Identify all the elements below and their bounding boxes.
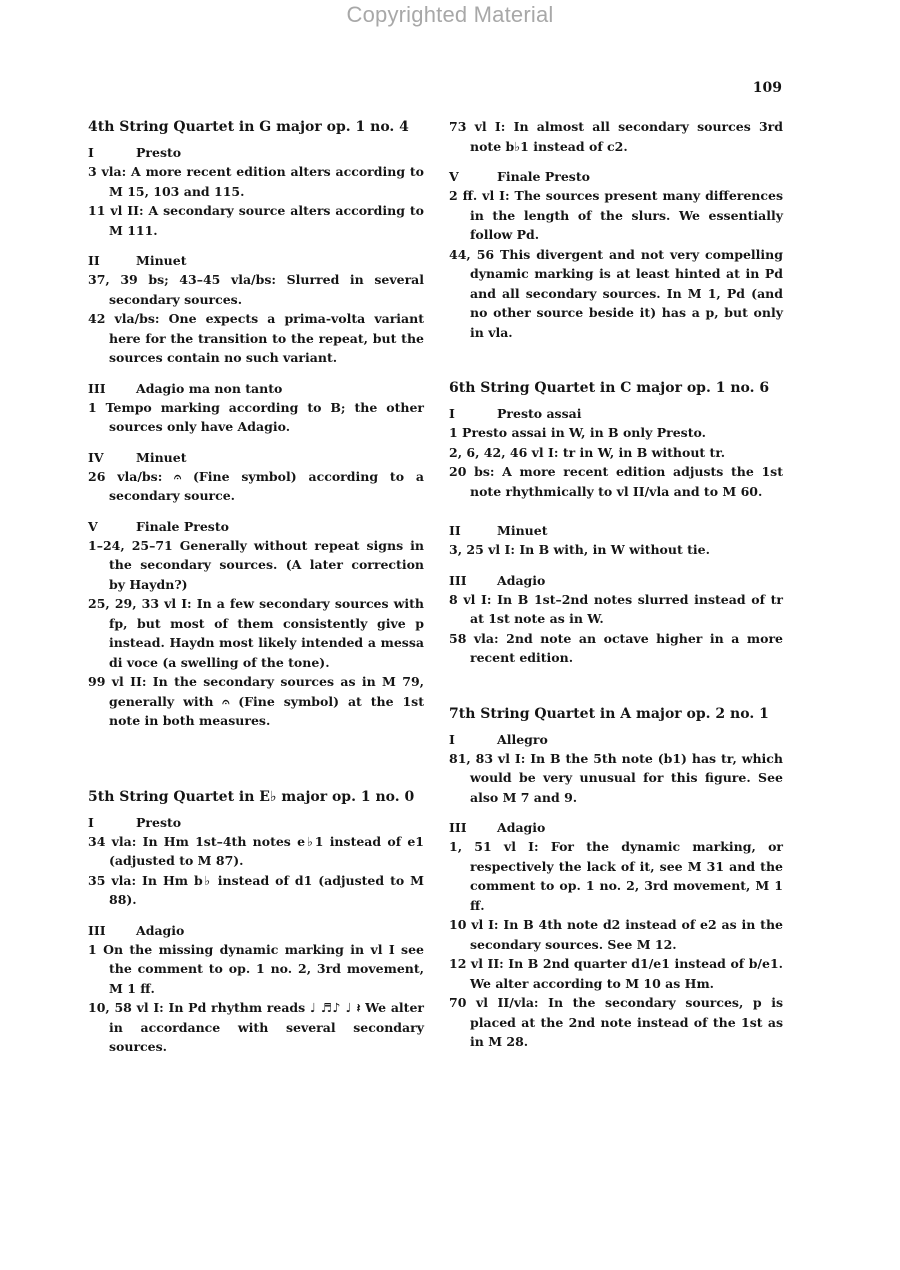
commentary-entry: 3 vla: A more recent edition alters according to M 15, 103 and 115.	[88, 164, 424, 199]
commentary-entry: 58 vla: 2nd note an octave higher in a more recent edition.	[449, 630, 783, 665]
quartet-5-section	[88, 787, 424, 1057]
quartet-4-section	[88, 117, 424, 731]
commentary-entry: 25, 29, 33 vl I: In a few secondary sources with fp, but most of them consistently give p instead. Haydn most likely intended a messa di voce (a swelling of the tone).	[88, 596, 424, 670]
movement-heading: III Adagio	[449, 820, 546, 835]
commentary-entry: 34 vla: In Hm 1st–4th notes e♭1 instead of e1 (adjusted to M 87).	[88, 833, 424, 868]
movement-heading: II Minuet	[88, 253, 187, 268]
movement-heading: II Minuet	[449, 523, 548, 538]
commentary-entry: 1 Tempo marking according to B; the other sources only have Adagio.	[88, 399, 424, 434]
movement-heading: I Presto	[88, 145, 182, 160]
commentary-entry: 70 vl II/vla: In the secondary sources, p is placed at the 2nd note instead of the 1st as in M 28.	[449, 995, 783, 1049]
movement-heading: V Finale Presto	[449, 169, 590, 184]
page-number: 109	[752, 80, 782, 96]
commentary-entry: 37, 39 bs; 43–45 vla/bs: Slurred in several secondary sources.	[88, 272, 424, 307]
commentary-entry: 8 vl I: In B 1st–2nd notes slurred instead of tr at 1st note as in W.	[449, 591, 783, 626]
left-column	[88, 117, 424, 1057]
quartet-5-title: 5th String Quartet in E♭ major op. 1 no. 0	[88, 788, 415, 805]
commentary-entry: 10 vl I: In B 4th note d2 instead of e2 as in the secondary sources. See M 12.	[449, 917, 783, 952]
movement-heading: III Adagio ma non tanto	[88, 380, 283, 396]
commentary-entry: 2 ff. vl I: The sources present many differences in the length of the slurs. We essentially follow Pd.	[449, 188, 783, 242]
commentary-entry: 73 vl I: In almost all secondary sources 3rd note b♭1 instead of c2.	[449, 119, 783, 154]
quartet-4-title: 4th String Quartet in G major op. 1 no. 4	[88, 119, 409, 135]
right-column	[449, 117, 783, 1052]
commentary-entry: 42 vla/bs: One expects a prima-volta variant here for the transition to the repeat, but the sources contain no such variant.	[88, 311, 424, 365]
movement-heading: I Presto assai	[449, 406, 582, 421]
quartet-4-continuation	[449, 117, 783, 342]
quartet-7-section	[449, 704, 783, 1052]
commentary-entry: 99 vl II: In the secondary sources as in M 79, generally with 𝄐 (Fine symbol) at the 1st note in both measures.	[88, 674, 424, 728]
movement-heading: V Finale Presto	[88, 518, 229, 534]
commentary-entry: 12 vl II: In B 2nd quarter d1/e1 instead of b/e1. We alter according to M 10 as Hm.	[449, 956, 783, 991]
movement-heading: I Allegro	[449, 731, 548, 747]
quartet-6-section	[449, 378, 783, 668]
commentary-entry: 3, 25 vl I: In B with, in W without tie.	[449, 542, 710, 557]
commentary-entry: 10, 58 vl I: In Pd rhythm reads ♩ ♬♪ ♩ 𝄽 We alter in accordance with several secondary sources.	[88, 1000, 424, 1054]
commentary-entry: 1 On the missing dynamic marking in vl I see the comment to op. 1 no. 2, 3rd movement, M 1 ff.	[88, 941, 424, 996]
commentary-entry: 1–24, 25–71 Generally without repeat signs in the secondary sources. (A later correction by Haydn?)	[88, 537, 424, 592]
movement-heading: I Presto	[88, 814, 182, 830]
commentary-entry: 20 bs: A more recent edition adjusts the 1st note rhythmically to vl II/vla and to M 60.	[449, 464, 783, 499]
commentary-entry: 44, 56 This divergent and not very compelling dynamic marking is at least hinted at in Pd and all secondary sources. In M 1, Pd (and no other source beside it) has a p, but only in vla.	[449, 246, 783, 340]
commentary-entry: 1 Presto assai in W, in B only Presto.	[449, 425, 706, 440]
quartet-7-title: 7th String Quartet in A major op. 2 no. 1	[449, 705, 769, 722]
quartet-6-title: 6th String Quartet in C major op. 1 no. 6	[449, 380, 770, 396]
movement-heading: IV Minuet	[88, 449, 187, 465]
commentary-entry: 26 vla/bs: 𝄐 (Fine symbol) according to a secondary source.	[88, 468, 424, 503]
movement-heading: III Adagio	[88, 922, 185, 938]
commentary-entry: 81, 83 vl I: In B the 5th note (b1) has tr, which would be very unusual for this figure. See also M 7 and 9.	[449, 750, 783, 805]
copyright-watermark: Copyrighted Material	[346, 2, 554, 27]
commentary-entry: 11 vl II: A secondary source alters according to M 111.	[88, 203, 424, 238]
commentary-entry: 2, 6, 42, 46 vl I: tr in W, in B without tr.	[449, 444, 726, 460]
commentary-entry: 35 vla: In Hm b♭ instead of d1 (adjusted to M 88).	[88, 872, 424, 907]
movement-heading: III Adagio	[449, 572, 546, 588]
commentary-entry: 1, 51 vl I: For the dynamic marking, or respectively the lack of it, see M 31 and the comment to op. 1 no. 2, 3rd movement, M 1 ff.	[449, 839, 783, 913]
